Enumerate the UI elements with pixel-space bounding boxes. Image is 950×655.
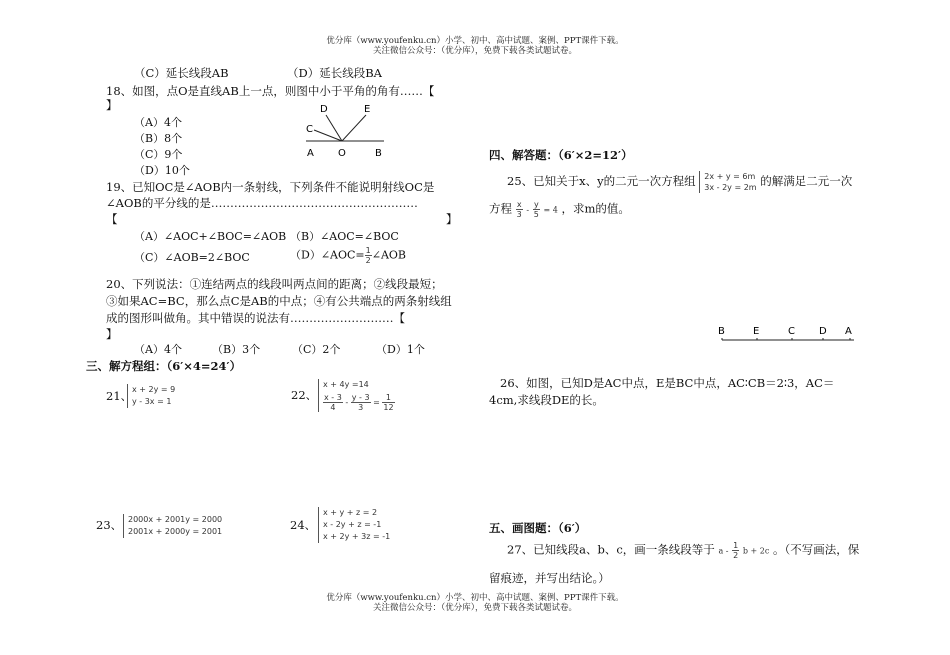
q27-expr-a: a - [718, 546, 729, 556]
q22-f3-den: 12 [383, 403, 394, 412]
q20-option-b: （B）3个 [212, 343, 261, 356]
q22-f1-den: 4 [330, 403, 336, 412]
q22-f2-den: 3 [358, 403, 364, 412]
q24-eq-3: x + 2y + 3z = -1 [323, 532, 391, 541]
q22-f1-num: x - 3 [324, 393, 342, 402]
label-a: A [307, 148, 314, 159]
section-5-title: 五、画图题：（6′） [489, 521, 587, 535]
q25-f2-den: 5 [533, 210, 539, 219]
q19-bracket-open: 【 [106, 212, 118, 226]
one-half-fraction [365, 246, 372, 265]
q25-f1-num: x [516, 200, 522, 209]
q22-equals: = [373, 398, 380, 407]
point-a-label: A [845, 326, 852, 337]
q22-eq-2 [323, 393, 395, 412]
q23-label: 23、 [96, 518, 123, 532]
label-d: D [320, 104, 328, 115]
q25-f2-num: y [533, 200, 539, 209]
q21-label: 21、 [106, 389, 133, 403]
point-c-label: C [788, 326, 795, 337]
q22-label: 22、 [291, 388, 318, 402]
q25-system [699, 171, 756, 193]
q20-option-c: （C）2个 [292, 343, 341, 356]
q25-fraction-y [533, 200, 540, 219]
q19-line-2: ∠AOB的平分线的是……………………………………………… [106, 196, 418, 210]
q25-f1-den: 3 [516, 210, 522, 219]
q22-eq-1: x + 4y =14 [323, 380, 369, 389]
q27-prefix: 27、已知线段a、b、c，画一条线段等于 [507, 542, 715, 557]
q26-segment-figure [712, 320, 862, 346]
footer-line-2: 关注微信公众号：（优分库），免费下载各类试题试卷。 [372, 603, 577, 613]
q21-eq-2: y - 3x = 1 [132, 397, 172, 406]
q19-line-1: 19、已知OC是∠AOB内一条射线，下列条件不能说明射线OC是 [106, 180, 435, 194]
q25-prefix: 25、已知关于x、y的二元一次方程组 [507, 174, 696, 188]
q20-option-d: （D）1个 [376, 343, 425, 356]
point-e-label: E [753, 326, 760, 337]
q27-line-1 [507, 541, 859, 560]
q19-option-d-suffix: ∠AOB [371, 248, 406, 262]
q26-line-2: 4cm,求线段DE的长。 [489, 393, 604, 407]
fraction-numerator: 1 [365, 246, 371, 255]
q27-fraction-half [732, 541, 739, 560]
q25-equals: = 4 [543, 205, 558, 215]
q17-option-c: （C）延长线段AB [134, 66, 229, 80]
q27-suffix: 。（不写画法，保 [773, 542, 860, 557]
q19-option-c: （C）∠AOB=2∠BOC [134, 251, 250, 264]
point-b-label: B [718, 326, 725, 337]
q22-f3-num: 1 [382, 393, 394, 403]
q19-bracket-close: 】 [446, 212, 458, 226]
q27-f-den: 2 [733, 551, 739, 560]
header-line-2: 关注微信公众号：（优分库），免费下载各类试题试卷。 [372, 46, 577, 56]
q19-option-d [290, 246, 406, 265]
q24-system [318, 507, 390, 543]
q18-option-d: （D）10个 [134, 164, 190, 177]
q25-fraction-x [516, 200, 523, 219]
q25-line-2-suffix: ，求m的值。 [561, 201, 630, 216]
footer-line-1: 优分库（www.youfenku.cn）小学、初中、高中试题、案例、PPT课件下载。 [326, 593, 624, 603]
fraction-denominator: 2 [365, 256, 371, 265]
q18-bracket-close: 】 [106, 98, 118, 112]
q18-option-c: （C）9个 [134, 148, 183, 161]
q20-line-4: 】 [106, 327, 118, 341]
ray-od [326, 115, 342, 141]
header-line-1: 优分库（www.youfenku.cn）小学、初中、高中试题、案例、PPT课件下载。 [326, 36, 624, 46]
q18-option-b: （B）8个 [134, 132, 183, 145]
ray-oc [314, 130, 342, 141]
q18-angle-figure [300, 100, 390, 160]
q22-minus: - [345, 398, 349, 407]
label-e: E [364, 104, 371, 115]
q22-f2-num: y - 3 [351, 393, 370, 402]
q24-eq-1: x + y + z = 2 [323, 508, 378, 517]
q25-line-2 [489, 200, 630, 219]
q18-text: 18、如图，点O是直线AB上一点，则图中小于平角的角有……【 [106, 84, 435, 98]
point-d-label: D [819, 326, 827, 337]
q23-system [123, 514, 222, 538]
q18-option-a: （A）4个 [134, 116, 182, 129]
q25-minus: - [526, 205, 530, 215]
q27-line-2: 留痕迹，并写出结论。） [489, 571, 610, 585]
q20-option-a: （A）4个 [134, 343, 182, 356]
page-header [0, 36, 950, 56]
label-b: B [375, 148, 382, 159]
q20-line-3: 成的图形叫做角。其中错误的说法有………………………【 [106, 311, 405, 325]
q17-option-d: （D）延长线段BA [287, 66, 382, 80]
q20-line-2: ③如果AC=BC，那么点C是AB的中点；④有公共端点的两条射线组 [106, 294, 452, 308]
q19-option-d-prefix: （D）∠AOC= [290, 248, 365, 262]
label-o: O [338, 148, 346, 159]
q25-line-2-prefix: 方程 [489, 201, 512, 216]
label-c: C [306, 124, 313, 135]
q23-eq-1: 2000x + 2001y = 2000 [128, 515, 223, 524]
q24-eq-2: x - 2y + z = -1 [323, 520, 382, 529]
q27-f-num: 1 [733, 541, 739, 550]
q25-eq-1: 2x + y = 6m [704, 172, 756, 181]
ray-oe [342, 115, 366, 141]
q23-eq-2: 2001x + 2000y = 2001 [128, 527, 223, 536]
q19-option-b: （B）∠AOC=∠BOC [290, 230, 399, 243]
q20-line-1: 20、下列说法：①连结两点的线段叫两点间的距离；②线段最短； [106, 277, 443, 291]
q25-suffix: 的解满足二元一次 [760, 174, 853, 188]
q24-label: 24、 [290, 518, 317, 532]
q26-line-1: 26、如图，已知D是AC中点，E是BC中点，AC∶CB＝2∶3，AC＝ [500, 376, 835, 390]
q25-line-1 [507, 171, 852, 193]
q21-system [127, 384, 175, 408]
q25-eq-2: 3x - 2y = 2m [704, 183, 757, 192]
section-3-title: 三、解方程组：（6′×4=24′） [86, 359, 242, 373]
q27-expr-b: b + 2c [742, 546, 770, 556]
q19-option-a: （A）∠AOC+∠BOC=∠AOB [134, 230, 287, 243]
q22-system [318, 379, 395, 412]
q21-eq-1: x + 2y = 9 [132, 385, 176, 394]
section-4-title: 四、解答题：（6′×2=12′） [489, 148, 633, 162]
page-footer [0, 593, 950, 613]
